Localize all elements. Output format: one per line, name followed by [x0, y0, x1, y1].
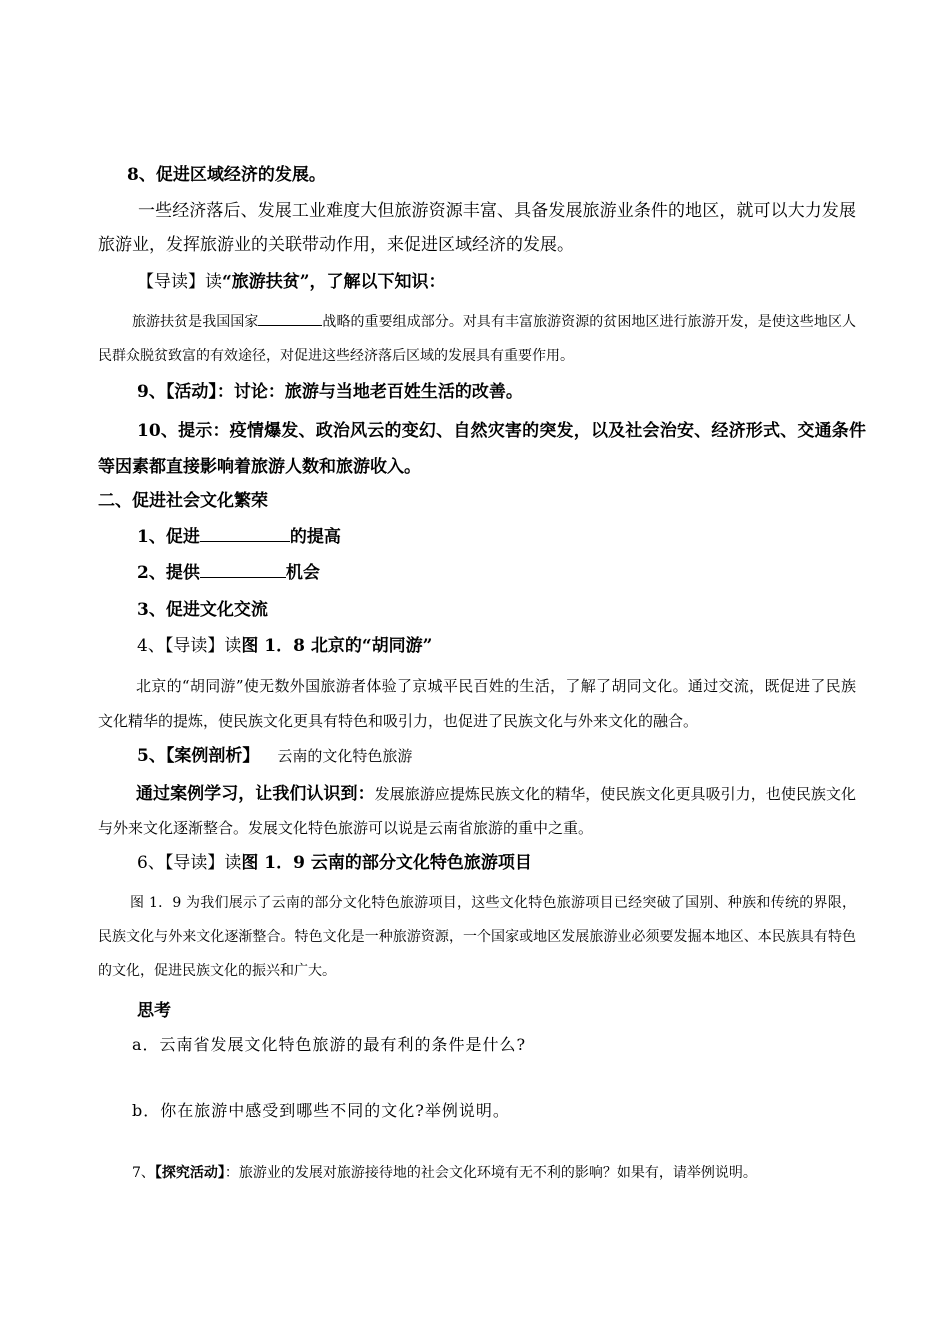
fill-blank: [200, 560, 286, 578]
paragraph-regional-economy: 一些经济落后、发展工业难度大但旅游资源丰富、具备发展旅游业条件的地区，就可以大力发展旅游业，发挥旅游业的关联带动作用，来促进区域经济的发展。: [98, 201, 856, 255]
item-7: 7、【探究活动】：旅游业的发展对旅游接待地的社会文化环境有无不利的影响？如果有，请举例说明。: [132, 1165, 757, 1181]
heading-9: 9、【活动】：讨论：旅游与当地老百姓生活的改善。: [137, 382, 523, 402]
paragraph-yunnan: 图 1．9 为我们展示了云南的部分文化特色旅游项目，这些文化特色旅游项目已经突破了国别、种族和传统的界限，民族文化与外来文化逐渐整合。特色文化是一种旅游资源，一个国家或地区发展旅游业必须要发掘本地区、本民族具有特色的文化，促进民族文化的振兴和广大。: [98, 895, 856, 979]
guide-prefix: 【导读】读: [137, 272, 222, 292]
paragraph-tourism-poverty: [98, 305, 856, 373]
guide-reading-poverty: [137, 267, 446, 292]
item-6: 6、【导读】读图 1．9 云南的部分文化特色旅游项目: [137, 853, 532, 873]
paragraph-case-study: 通过案例学习，让我们认识到：发展旅游应提炼民族文化的精华，使民族文化更具吸引力，也使民族文化与外来文化逐渐整合。发展文化特色旅游可以说是云南省旅游的重中之重。: [98, 784, 856, 837]
item-5: 5、【案例剖析】 云南的文化特色旅游: [137, 746, 413, 766]
fill-text-before: 旅游扶贫是我国国家: [132, 314, 259, 330]
question-a: a．云南省发展文化特色旅游的最有利的条件是什么?: [132, 1035, 527, 1054]
item-2: 2、提供 机会: [137, 558, 320, 583]
heading-8: 8、促进区域经济的发展。: [127, 165, 326, 185]
item-1: 1、促进 的提高: [137, 522, 341, 547]
guide-title: “旅游扶贫”，了解以下知识：: [222, 272, 446, 292]
item-3: 3、促进文化交流: [137, 600, 268, 620]
paragraph-hutong: 北京的“胡同游”使无数外国旅游者体验了京城平民百姓的生活，了解了胡同文化。通过交流，既促进了民族文化精华的提炼，使民族文化更具有特色和吸引力，也促进了民族文化与外来文化的融合。: [98, 677, 856, 730]
item-4: 4、【导读】读图 1．8 北京的“胡同游”: [137, 636, 433, 656]
fill-blank: [258, 311, 322, 326]
heading-10: 10、提示：疫情爆发、政治风云的变幻、自然灾害的突发，以及社会治安、经济形式、交通条件等因素都直接影响着旅游人数和旅游收入。: [98, 421, 866, 477]
think-heading: 思考: [137, 1001, 171, 1021]
fill-text-after: 战略的重要组成部分。对具有丰富旅游资源的贫困地区进行旅游开发，是使这些地区人民群众脱贫致富的有效途径，对促进这些经济落后区域的发展具有重要作用。: [98, 314, 857, 364]
question-b: b．你在旅游中感受到哪些不同的文化?举例说明。: [132, 1101, 510, 1120]
fill-blank: [200, 524, 290, 542]
section-2-title: 二、促进社会文化繁荣: [98, 491, 268, 511]
